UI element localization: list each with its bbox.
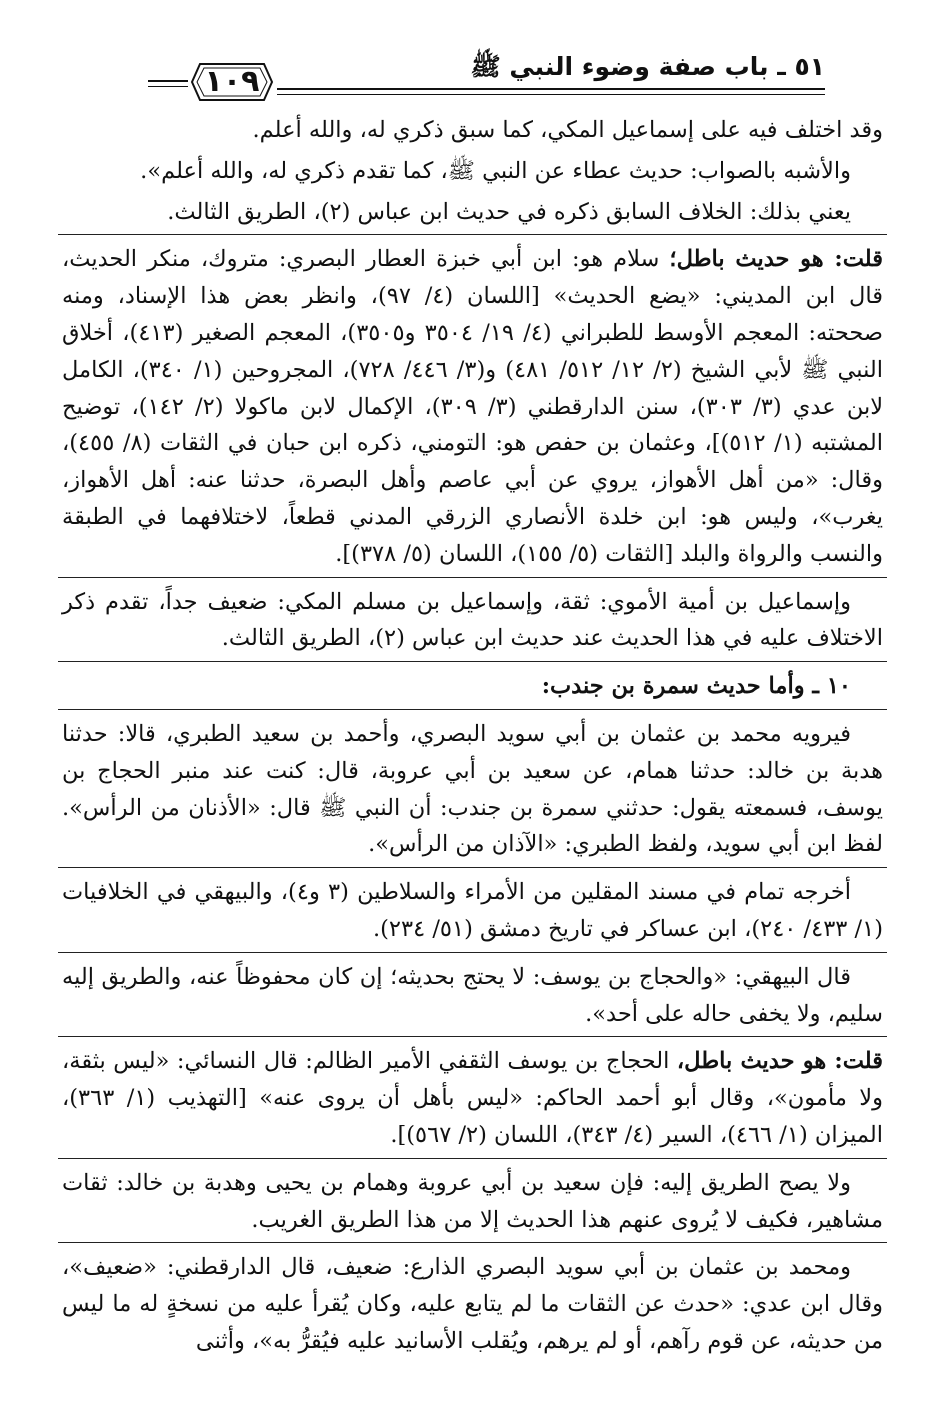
header-rule-left <box>148 80 188 82</box>
paragraph <box>62 959 883 1033</box>
header-rule-left-thin <box>148 86 188 87</box>
header-rule <box>277 88 825 90</box>
paragraph-text: وقد اختلف فيه على إسماعيل المكي، كما سبق ذكري له، والله أعلم. <box>252 117 883 143</box>
paragraph-text: الحجاج بن يوسف الثقفي الأمير الظالم: قال النسائي: «ليس بثقة، ولا مأمون»، وقال أبو أحمد الحاكم: «ليس بأهل أن يروى عنه» [التهذيب (١/ ٣٦٣)، الميزان (١/ ٤٦٦)، السير (٤/ ٣٤٣)، اللسان (٢/ ٥٦٧)]. <box>62 1048 883 1148</box>
paragraph <box>62 1165 883 1239</box>
paragraph <box>62 1249 883 1359</box>
running-title: ٥١ ـ باب صفة وضوء النبي ﷺ <box>470 52 825 81</box>
section-heading: ١٠ ـ وأما حديث سمرة بن جندب: <box>541 673 851 700</box>
divider <box>58 1242 887 1243</box>
page-header <box>62 0 883 112</box>
divider <box>58 952 887 953</box>
paragraph <box>62 874 883 948</box>
divider <box>58 1158 887 1159</box>
divider <box>58 577 887 578</box>
paragraph <box>62 194 883 231</box>
paragraph <box>62 241 883 572</box>
paragraph-text: ومحمد بن عثمان بن أبي سويد البصري الذارع: ضعيف، قال الدارقطني: «ضعيف»، وقال ابن عدي: «حدث عن الثقات ما لم يتابع عليه، وكان يُقرأ عليه من نسخةٍ له ما ليس من حديثه، عن قوم رآهم، أو لم يرهم، ويُقلب الأسانيد عليه فيُقرُّ به»، وأثنى <box>62 1254 883 1354</box>
divider <box>58 661 887 662</box>
paragraph <box>62 716 883 863</box>
paragraph <box>62 153 883 190</box>
divider <box>58 234 887 235</box>
paragraph-text: أخرجه تمام في مسند المقلين من الأمراء والسلاطين (٣ و٤)، والبيهقي في الخلافيات (١/ ٤٣٣/ ٢٤٠)، ابن عساكر في تاريخ دمشق (٥١/ ٢٣٤). <box>62 879 883 942</box>
page-number: ١٠٩ <box>204 64 260 99</box>
paragraph-text: والأشبه بالصواب: حديث عطاء عن النبي ﷺ، كما تقدم ذكري له، والله أعلم». <box>140 157 851 184</box>
divider <box>58 709 887 710</box>
divider <box>58 867 887 868</box>
paragraph-lead: قلت: هو حديث باطل؛ <box>669 246 883 273</box>
paragraph-lead: قلت: هو حديث باطل، <box>676 1048 884 1075</box>
page-body <box>62 112 883 1360</box>
paragraph <box>62 112 883 149</box>
divider <box>58 1036 887 1037</box>
paragraph-text: وإسماعيل بن أمية الأموي: ثقة، وإسماعيل بن مسلم المكي: ضعيف جداً، تقدم ذكر الاختلاف عليه في هذا الحديث عند حديث ابن عباس (٢)، الطريق الثالث. <box>62 588 883 652</box>
paragraph <box>62 1043 883 1153</box>
paragraph-text: سلام هو: ابن أبي خبزة العطار البصري: متروك، منكر الحديث، قال ابن المديني: «يضع الحديث» [اللسان (٤/ ٩٧)، وانظر بعض هذا الإسناد، ومنه صححته: المعجم الأوسط للطبراني (٤/ ١٩/ ٣٥٠٤ و٣٥٠٥)، المعجم الصغير (٤١٣)، أخلاق النبي ﷺ لأبي الشيخ (٢/ ١٢/ ٥١٢/ ٤٨١) و(٣/ ٤٤٦/ ٧٢٨)، المجروحين (١/ ٣٤٠)، الكامل لابن عدي (٣/ ٣٠٣)، سنن الدارقطني (٣/ ٣٠٩)، الإكمال لابن ماكولا (٢/ ١٤٢)، توضيح المشتبه (١/ ٥١٢)]، وعثمان بن حفص هو: التومني، ذكره ابن حبان في الثقات (٨/ ٤٥٥)، وقال: «من أهل الأهواز، يروي عن أبي عاصم وأهل البصرة، حدثنا عنه: أهل الأهواز، يغرب»، وليس هو: ابن خلدة الأنصاري الزرقي المدني قطعاً، لاختلافهما في الطبقة والنسب والرواة والبلد [الثقات (٥/ ١٥٥)، اللسان (٥/ ٣٧٨)]. <box>62 246 884 567</box>
paragraph-text: فيرويه محمد بن عثمان بن أبي سويد البصري، وأحمد بن سعيد الطبري، قالا: حدثنا هدبة بن خالد: حدثنا همام، عن سعيد بن أبي عروبة، قال: كنت عند منبر الحجاج بن يوسف، فسمعته يقول: حدثني سمرة بن جندب: أن النبي ﷺ قال: «الأذنان من الرأس». لفظ ابن أبي سويد، ولفظ الطبري: «الآذان من الرأس». <box>62 720 883 858</box>
paragraph-text: يعني بذلك: الخلاف السابق ذكره في حديث ابن عباس (٢)، الطريق الثالث. <box>167 198 851 225</box>
paragraph-text: ولا يصح الطريق إليه: فإن سعيد بن أبي عروبة وهمام بن يحيى وهدبة بن خالد: ثقات مشاهير، فكيف لا يُروى عنهم هذا الحديث إلا من هذا الطريق الغريب. <box>62 1169 883 1233</box>
paragraph <box>62 584 883 658</box>
paragraph-text: قال البيهقي: «والحجاج بن يوسف: لا يحتج بحديثه؛ إن كان محفوظاً عنه، والطريق إليه سليم، ولا يخفى حاله على أحد». <box>62 963 883 1027</box>
page-number-frame <box>190 60 274 104</box>
header-rule-thin <box>277 94 825 95</box>
